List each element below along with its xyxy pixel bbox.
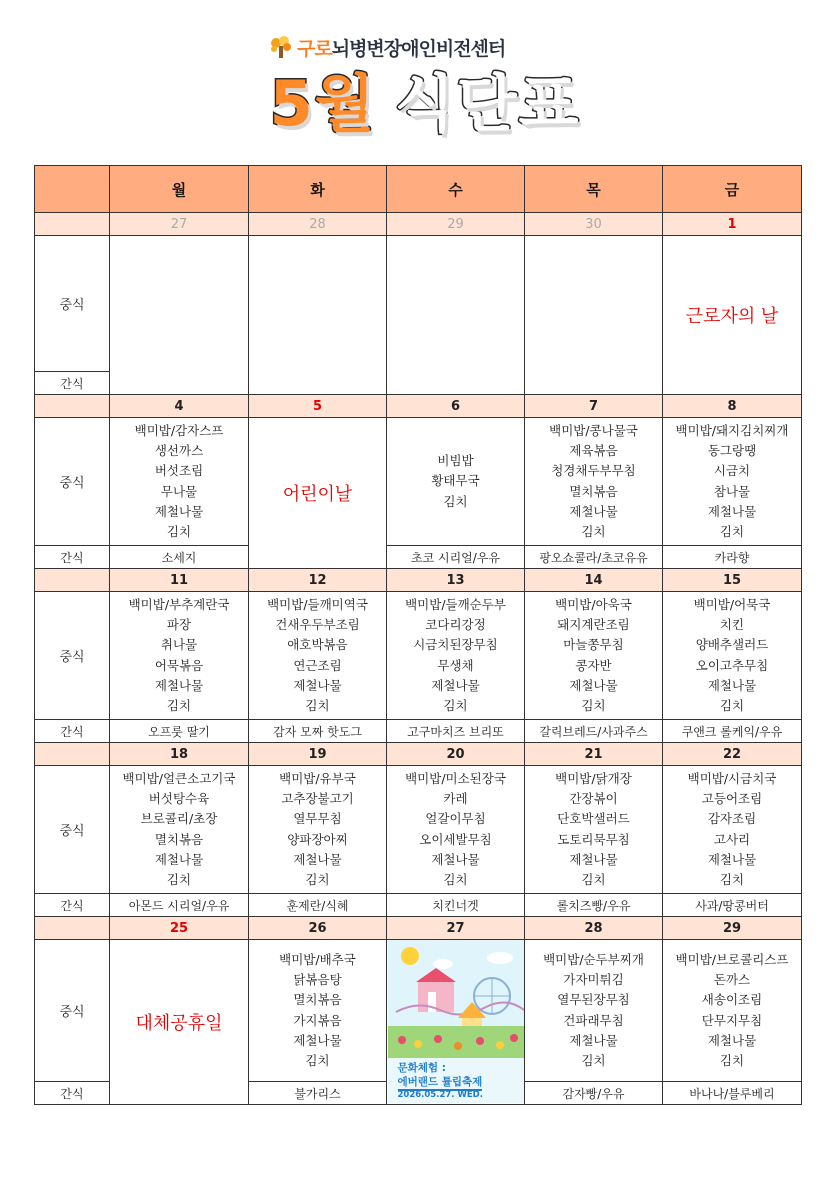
snack-cell: 팡오쇼콜라/초코유유 — [525, 546, 663, 569]
menu-item: 비빔밥 — [437, 453, 474, 469]
snack-row — [35, 720, 802, 743]
menu-item: 건파래무침 — [563, 1012, 624, 1028]
menu-item: 제철나물 — [431, 851, 480, 867]
menu-item: 어묵볶음 — [154, 657, 204, 673]
menu-item: 파장 — [166, 616, 192, 632]
event-cell — [387, 940, 525, 1105]
menu-item: 고추장불고기 — [281, 790, 354, 806]
date-cell: 7 — [525, 395, 663, 418]
page-header — [0, 30, 835, 160]
weekday-mon: 월 — [110, 166, 249, 213]
empty-cell — [249, 236, 387, 395]
menu-item: 김치 — [166, 698, 192, 714]
menu-item: 제철나물 — [293, 1032, 342, 1048]
snack-cell: 초코 시리얼/우유 — [387, 546, 525, 569]
menu-cell — [249, 940, 387, 1082]
menu-item: 무생채 — [437, 657, 474, 673]
event-date: 2026.05.27. WED. — [397, 1090, 483, 1100]
menu-item: 닭볶음탕 — [293, 971, 342, 987]
menu-item: 돈까스 — [713, 971, 751, 987]
snack-label: 간식 — [35, 720, 110, 743]
snack-cell: 아몬드 시리얼/우유 — [110, 894, 249, 917]
snack-cell: 치킨너겟 — [387, 894, 525, 917]
menu-item: 마늘쫑무침 — [563, 637, 624, 653]
menu-item: 오이고추무침 — [695, 657, 769, 673]
amusement-park-illustration — [388, 940, 524, 1058]
date-cell: 8 — [663, 395, 802, 418]
corner-cell — [35, 166, 110, 213]
menu-item: 제철나물 — [154, 677, 204, 693]
date-cell: 13 — [387, 569, 525, 592]
snack-cell: 훈제란/식혜 — [249, 894, 387, 917]
org-name-part1: 구로 — [297, 37, 332, 60]
menu-cell — [387, 592, 525, 720]
date-cell: 27 — [387, 917, 525, 940]
date-cell: 5 — [249, 395, 387, 418]
menu-item: 콩자반 — [575, 657, 612, 673]
menu-item: 제철나물 — [293, 677, 342, 693]
menu-item: 참나물 — [713, 483, 751, 499]
menu-item: 양배추샐러드 — [695, 637, 769, 653]
holiday-cell: 근로자의 날 — [663, 236, 802, 395]
menu-item: 얼갈이무침 — [425, 811, 486, 827]
menu-item: 제철나물 — [707, 503, 757, 519]
org-name-part2: 뇌병변장애인비전센터 — [331, 37, 506, 60]
menu-item: 버섯조림 — [154, 463, 204, 479]
date-row — [35, 395, 802, 418]
menu-item: 동그랑땡 — [707, 442, 757, 458]
menu-item: 백미밥/돼지김치찌개 — [675, 422, 789, 438]
menu-item: 백미밥/콩나물국 — [549, 422, 638, 438]
menu-item: 단무지무침 — [701, 1012, 763, 1028]
menu-cell — [663, 418, 802, 546]
menu-cell — [249, 766, 387, 894]
menu-item: 멸치볶음 — [154, 831, 204, 847]
date-row-label — [35, 395, 110, 418]
menu-item: 백미밥/닭개장 — [555, 770, 632, 786]
date-cell: 4 — [110, 395, 249, 418]
menu-item: 백미밥/들깨미역국 — [267, 596, 368, 612]
date-cell: 11 — [110, 569, 249, 592]
date-cell: 28 — [525, 917, 663, 940]
snack-cell: 불가리스 — [249, 1082, 387, 1105]
lunch-label: 중식 — [35, 236, 110, 372]
lunch-row — [35, 940, 802, 1082]
menu-item: 백미밥/얼큰소고기국 — [122, 770, 236, 786]
event-poster — [388, 940, 524, 1103]
menu-item: 제철나물 — [569, 503, 618, 519]
menu-item: 카레 — [443, 790, 468, 806]
lunch-row — [35, 236, 802, 372]
date-row-label — [35, 569, 110, 592]
snack-label: 간식 — [35, 546, 110, 569]
menu-item: 백미밥/미소된장국 — [405, 770, 506, 786]
snack-label: 간식 — [35, 1082, 110, 1105]
snack-row — [35, 546, 802, 569]
menu-item: 김치 — [581, 524, 606, 540]
menu-cell — [525, 766, 663, 894]
menu-item: 제철나물 — [154, 503, 204, 519]
snack-cell: 롤치즈빵/우유 — [525, 894, 663, 917]
menu-cell — [110, 592, 249, 720]
menu-item: 제철나물 — [569, 1032, 618, 1048]
empty-cell — [110, 236, 249, 395]
menu-item: 백미밥/부추계란국 — [128, 596, 230, 612]
date-cell: 15 — [663, 569, 802, 592]
date-row — [35, 213, 802, 236]
menu-item: 돼지계란조림 — [557, 616, 630, 632]
menu-item: 김치 — [581, 872, 606, 888]
menu-item: 김치 — [166, 872, 192, 888]
menu-cell — [663, 940, 802, 1082]
empty-cell — [387, 236, 525, 395]
menu-item: 제육볶음 — [569, 442, 618, 458]
menu-cell — [525, 418, 663, 546]
weekday-thu: 목 — [525, 166, 663, 213]
menu-item: 생선까스 — [154, 442, 204, 458]
menu-item: 김치 — [581, 698, 606, 714]
snack-row — [35, 894, 802, 917]
date-cell: 20 — [387, 743, 525, 766]
menu-item: 김치 — [719, 1053, 745, 1069]
menu-item: 백미밥/시금치국 — [687, 770, 777, 786]
menu-item: 김치 — [581, 1053, 606, 1069]
menu-item: 김치 — [443, 872, 468, 888]
menu-item: 도토리묵무침 — [557, 831, 630, 847]
date-cell: 22 — [663, 743, 802, 766]
date-cell: 29 — [387, 213, 525, 236]
menu-item: 애호박볶음 — [287, 637, 348, 653]
lunch-row — [35, 766, 802, 894]
menu-item: 멸치볶음 — [569, 483, 618, 499]
event-title: 문화체험 : — [397, 1062, 446, 1074]
menu-item: 황태무국 — [431, 473, 480, 489]
menu-item: 코다리강정 — [425, 616, 486, 632]
menu-item: 김치 — [443, 493, 468, 509]
menu-item: 양파장아찌 — [287, 831, 348, 847]
menu-cell — [387, 766, 525, 894]
menu-item: 멸치볶음 — [293, 992, 342, 1008]
menu-item: 김치 — [443, 698, 468, 714]
title-month: 5월 — [269, 67, 377, 140]
menu-item: 건새우두부조림 — [275, 616, 360, 632]
date-cell: 29 — [663, 917, 802, 940]
lunch-label: 중식 — [35, 592, 110, 720]
snack-label: 간식 — [35, 372, 110, 395]
menu-item: 감자조림 — [707, 811, 757, 827]
holiday-cell: 대체공휴일 — [110, 940, 249, 1105]
date-cell: 21 — [525, 743, 663, 766]
snack-cell: 오프룻 딸기 — [110, 720, 249, 743]
date-cell: 30 — [525, 213, 663, 236]
menu-item: 백미밥/감자스프 — [134, 422, 224, 438]
menu-item: 제철나물 — [707, 677, 757, 693]
snack-cell: 감자빵/우유 — [525, 1082, 663, 1105]
date-row-label — [35, 917, 110, 940]
menu-item: 제철나물 — [431, 677, 480, 693]
title-text: 식단표 — [394, 67, 581, 140]
menu-item: 단호박샐러드 — [557, 811, 630, 827]
date-row — [35, 917, 802, 940]
menu-item: 가자미튀김 — [563, 971, 624, 987]
snack-cell: 감자 모짜 핫도그 — [249, 720, 387, 743]
menu-item: 새송이조림 — [701, 992, 763, 1008]
snack-cell: 바나나/블루베리 — [663, 1082, 802, 1105]
menu-item: 제철나물 — [707, 1032, 757, 1048]
menu-item: 버섯탕수육 — [148, 790, 210, 806]
weekday-header-row — [35, 166, 802, 213]
menu-cell — [249, 592, 387, 720]
date-row-label — [35, 743, 110, 766]
snack-cell: 갈릭브레드/사과주스 — [525, 720, 663, 743]
menu-item: 김치 — [719, 872, 745, 888]
date-cell: 1 — [663, 213, 802, 236]
menu-item: 치킨 — [719, 616, 745, 632]
snack-cell: 소세지 — [110, 546, 249, 569]
snack-cell: 쿠앤크 롤케익/우유 — [663, 720, 802, 743]
menu-item: 김치 — [719, 698, 745, 714]
weekday-fri: 금 — [663, 166, 802, 213]
menu-cell — [387, 418, 525, 546]
menu-item: 제철나물 — [569, 851, 618, 867]
menu-item: 제철나물 — [154, 851, 204, 867]
menu-item: 브로콜리/초장 — [140, 811, 218, 827]
date-cell: 14 — [525, 569, 663, 592]
snack-cell: 사과/땅콩버터 — [663, 894, 802, 917]
tree-logo-icon — [268, 34, 294, 60]
menu-table — [34, 165, 802, 1105]
weekday-tue: 화 — [249, 166, 387, 213]
menu-cell — [663, 766, 802, 894]
menu-item: 김치 — [719, 524, 745, 540]
lunch-label: 중식 — [35, 418, 110, 546]
menu-item: 무나물 — [160, 483, 198, 499]
date-row-label — [35, 213, 110, 236]
menu-item: 김치 — [305, 698, 330, 714]
menu-cell — [110, 418, 249, 546]
lunch-row — [35, 418, 802, 546]
date-cell: 27 — [110, 213, 249, 236]
menu-item: 고사리 — [713, 831, 751, 847]
event-name: 에버랜드 튤립축제 — [398, 1074, 483, 1091]
page-title — [240, 64, 610, 144]
lunch-row — [35, 592, 802, 720]
lunch-label: 중식 — [35, 940, 110, 1082]
menu-item: 백미밥/아욱국 — [555, 596, 632, 612]
snack-cell: 고구마치즈 브리또 — [387, 720, 525, 743]
org-name — [268, 33, 505, 61]
menu-item: 백미밥/순두부찌개 — [543, 951, 644, 967]
menu-item: 가지볶음 — [293, 1012, 342, 1028]
menu-cell — [525, 592, 663, 720]
menu-item: 제철나물 — [707, 851, 757, 867]
menu-item: 김치 — [305, 872, 330, 888]
menu-item: 고등어조림 — [701, 790, 763, 806]
menu-item: 백미밥/들깨순두부 — [405, 596, 506, 612]
menu-item: 시금치된장무침 — [413, 637, 498, 653]
menu-item: 백미밥/유부국 — [279, 770, 356, 786]
lunch-label: 중식 — [35, 766, 110, 894]
holiday-cell: 어린이날 — [249, 418, 387, 569]
menu-item: 오이세발무침 — [419, 831, 492, 847]
menu-item: 시금치 — [713, 463, 751, 479]
snack-label: 간식 — [35, 894, 110, 917]
menu-item: 열무된장무침 — [557, 992, 630, 1008]
menu-cell — [663, 592, 802, 720]
menu-item: 백미밥/배추국 — [279, 951, 356, 967]
menu-item: 제철나물 — [293, 851, 342, 867]
menu-item: 열무무침 — [293, 811, 342, 827]
date-cell: 19 — [249, 743, 387, 766]
date-cell: 28 — [249, 213, 387, 236]
menu-item: 제철나물 — [569, 677, 618, 693]
menu-item: 백미밥/어묵국 — [693, 596, 771, 612]
date-row — [35, 743, 802, 766]
menu-cell — [110, 766, 249, 894]
menu-item: 백미밥/브로콜리스프 — [675, 951, 789, 967]
date-cell: 6 — [387, 395, 525, 418]
menu-item: 김치 — [166, 524, 192, 540]
weekday-wed: 수 — [387, 166, 525, 213]
menu-item: 간장볶이 — [569, 790, 618, 806]
date-cell: 25 — [110, 917, 249, 940]
date-row — [35, 569, 802, 592]
menu-item: 김치 — [305, 1053, 330, 1069]
menu-item: 취나물 — [160, 637, 198, 653]
date-cell: 12 — [249, 569, 387, 592]
snack-cell: 카라향 — [663, 546, 802, 569]
menu-cell — [525, 940, 663, 1082]
date-cell: 26 — [249, 917, 387, 940]
menu-item: 청경채두부무침 — [551, 463, 636, 479]
menu-item: 연근조림 — [293, 657, 342, 673]
empty-cell — [525, 236, 663, 395]
date-cell: 18 — [110, 743, 249, 766]
